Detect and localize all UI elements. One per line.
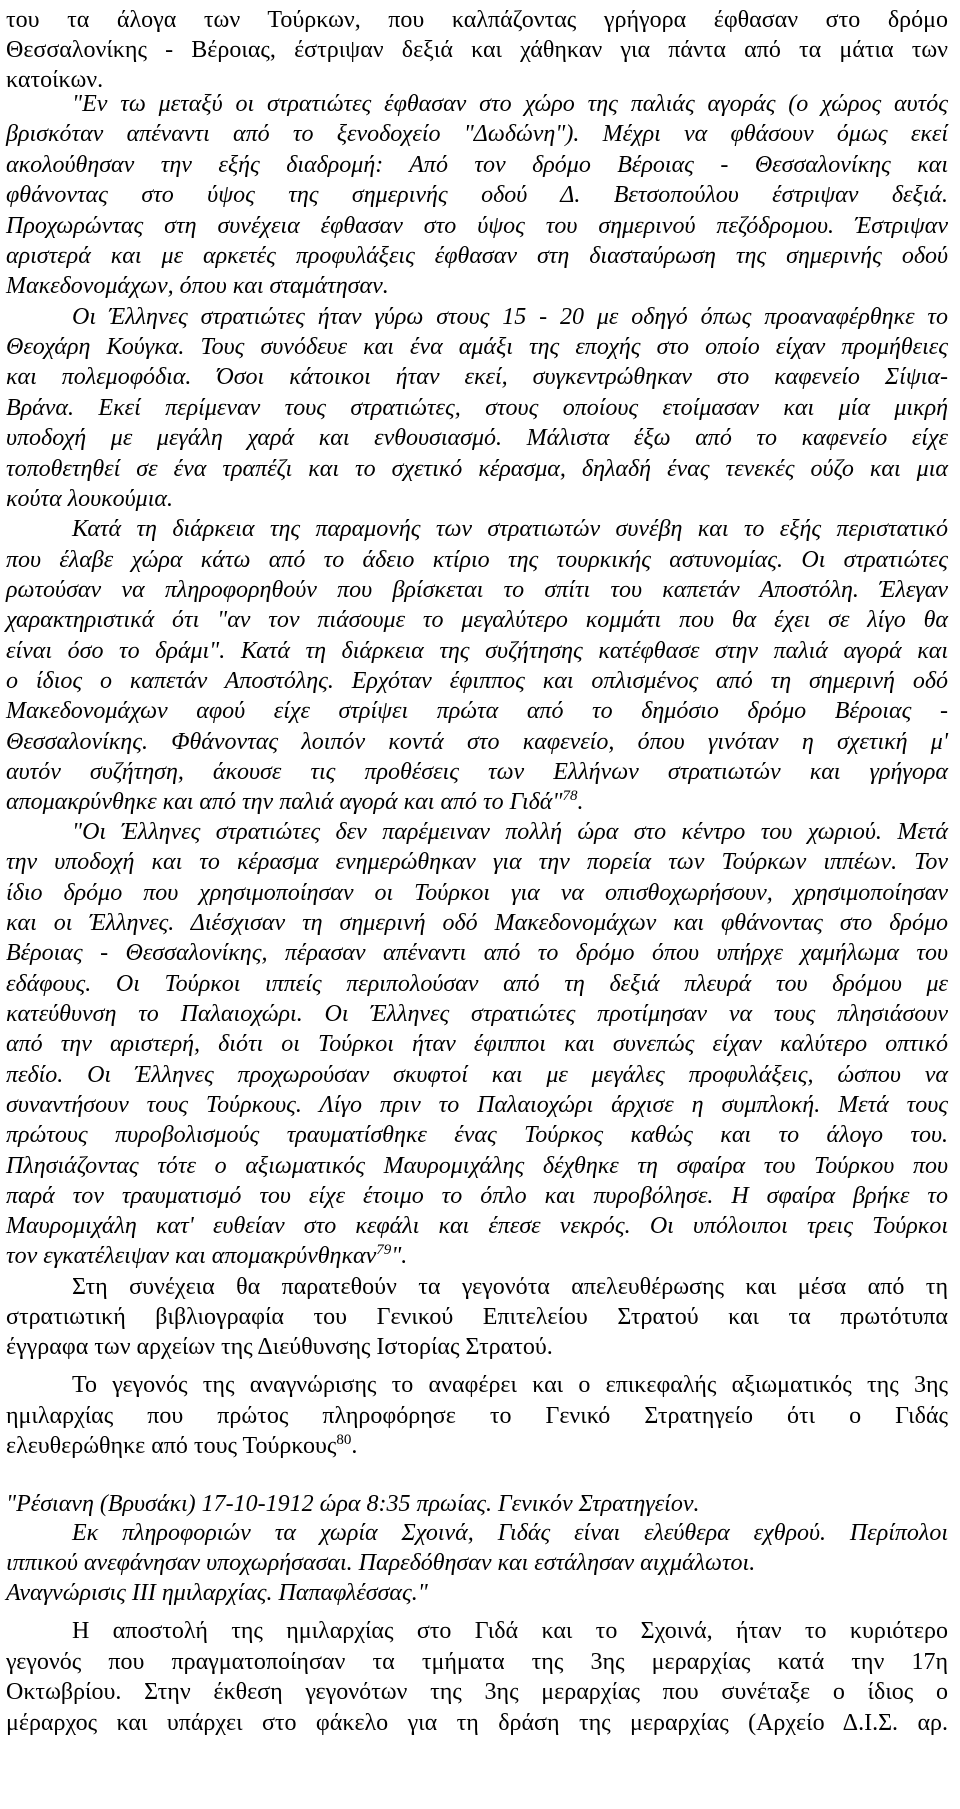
line-text: από την αριστερή, διότι οι Τούρκοι ήταν έφιπποι και συνεπώς είχαν καλύτερο οπτικό — [6, 1031, 948, 1057]
footnote-marker: 78 — [562, 788, 578, 804]
line-text: Μακεδονομάχων αφού είχε στρίψει πρώτα από το δημόσιο δρόμο Βέροιας - — [6, 698, 948, 724]
line-text: ελευθερώθηκε από τους Τούρκους — [6, 1433, 337, 1459]
text-line — [6, 1573, 948, 1613]
line-text: Μακεδονομάχων, όπου και σταμάτησαν. — [6, 273, 389, 299]
line-text: Θεσσαλονίκης. Φθάνοντας λοιπόν κοντά στο καφενείο, όπου γινόταν η σχετική μ' — [6, 729, 948, 755]
line-text: Το γεγονός της αναγνώρισης το αναφέρει και ο επικεφαλής αξιωματικός της 3ης — [72, 1372, 948, 1398]
line-text: Βράνα. Εκεί περίμεναν τους στρατιώτες, στους οποίους ετοίμασαν και μία μικρή — [6, 395, 948, 421]
line-text: ημιλαρχίας που πρώτος πληροφόρησε το Γενικό Στρατηγείο ότι ο Γιδάς — [6, 1403, 948, 1429]
line-text: ίδιο δρόμο που χρησιμοποίησαν οι Τούρκοι για να οπισθοχωρήσουν, χρησιμοποίησαν — [6, 880, 948, 906]
line-text: χαρακτηριστικά ότι "αν τον πιάσουμε το μεγαλύτερο κομμάτι που θα έχει σε λίγο θα — [6, 607, 948, 633]
line-text: "Οι Έλληνες στρατιώτες δεν παρέμειναν πολλή ώρα στο κέντρο του χωριού. Μετά — [72, 819, 948, 845]
text-line — [6, 1426, 948, 1466]
text-line — [6, 1703, 948, 1743]
line-text: πεδίο. Οι Έλληνες προχωρούσαν σκυφτοί και με μεγάλες προφυλάξεις, ώσπου να — [6, 1062, 948, 1088]
line-text: και οι Έλληνες. Διέσχισαν τη σημερινή οδό Μακεδονομάχων και φθάνοντας στο δρόμο — [6, 910, 948, 936]
line-text: Εκ πληροφοριών τα χωρία Σχοινά, Γιδάς είναι ελεύθερα εχθρού. Περίπολοι — [72, 1520, 948, 1546]
line-text: Θεσσαλονίκης - Βέροιας, έστριψαν δεξιά και χάθηκαν για πάντα από τα μάτια των — [6, 37, 948, 63]
line-text: "Εν τω μεταξύ οι στρατιώτες έφθασαν στο χώρο της παλιάς αγοράς (ο χώρος αυτός — [72, 91, 948, 117]
line-text: κούτα λουκούμια. — [6, 486, 173, 512]
line-text: Προχωρώντας στη συνέχεια έφθασαν στο ύψος του σημερινού πεζόδρομου. Έστριψαν — [6, 213, 948, 239]
line-text: ακολούθησαν την εξής διαδρομή: Από τον δρόμο Βέροιας - Θεσσαλονίκης και — [6, 152, 948, 178]
line-text: είναι όσο το δράμι". Κατά τη διάρκεια της συζήτησης κατέφθασε στην παλιά αγορά και — [6, 638, 948, 664]
line-text: απομακρύνθηκε και από την παλιά αγορά και από το Γιδά" — [6, 789, 563, 815]
line-text: Κατά τη διάρκεια της παραμονής των στρατιωτών συνέβη και το εξής περιστατικό — [72, 516, 948, 542]
line-text: μέραρχος και υπάρχει στο φάκελο για τη δράση της μεραρχίας (Αρχείο Δ.Ι.Σ. αρ. — [6, 1710, 948, 1736]
line-suffix: ". — [391, 1243, 408, 1269]
line-text: στρατιωτική βιβλιογραφία του Γενικού Επιτελείου Στρατού και τα πρωτότυπα — [6, 1304, 948, 1330]
line-text: συναντήσουν τους Τούρκους. Λίγο πριν το Παλαιοχώρι άρχισε η συμπλοκή. Μετά τους — [6, 1092, 948, 1118]
line-text: Μαυρομιχάλη κατ' ευθείαν στο κεφάλι και έπεσε νεκρός. Οι υπόλοιποι τρεις Τούρκοι — [6, 1213, 948, 1239]
line-text: παρά τον τραυματισμό του είχε έτοιμο το όπλο και πυροβόλησε. Η σφαίρα βρήκε το — [6, 1183, 948, 1209]
line-text: που έλαβε χώρα κάτω από το άδειο κτίριο της τουρκικής αστυνομίας. Οι στρατιώτες — [6, 547, 948, 573]
line-text: ιππικού ανεφάνησαν υποχωρήσασαι. Παρεδόθησαν και εστάλησαν αιχμάλωτοι. — [6, 1550, 756, 1576]
line-text: Πλησιάζοντας τότε ο αξιωματικός Μαυρομιχάλης δέχθηκε τη σφαίρα του Τούρκου που — [6, 1153, 948, 1179]
line-text: υποδοχή με μεγάλη χαρά και ενθουσιασμό. Μάλιστα έξω από το καφενείο είχε — [6, 425, 948, 451]
line-text: αυτόν συζήτηση, άκουσε τις προθέσεις των Ελλήνων στρατιωτών και γρήγορα — [6, 759, 948, 785]
line-text: έγγραφα των αρχείων της Διεύθυνσης Ιστορίας Στρατού. — [6, 1334, 553, 1360]
line-text: Οκτωβρίου. Στην έκθεση γεγονότων της 3ης μεραρχίας που συνέταξε ο ίδιος ο — [6, 1679, 948, 1705]
footnote-marker: 80 — [336, 1432, 352, 1448]
line-text: φθάνοντας στο ύψος της σημερινής οδού Δ. Βετσοπούλου έστριψαν δεξιά. — [6, 182, 948, 208]
line-text: "Ρέσιανη (Βρυσάκι) 17-10-1912 ώρα 8:35 πρωίας. Γενικόν Στρατηγείον. — [6, 1491, 700, 1517]
line-text: γεγονός που πραγματοποίησαν τα τμήματα της 3ης μεραρχίας κατά την 17η — [6, 1649, 948, 1675]
footnote-marker: 79 — [376, 1242, 392, 1258]
line-text: τον εγκατέλειψαν και απομακρύνθηκαν — [6, 1243, 377, 1269]
line-text: ο ίδιος ο καπετάν Αποστόλης. Ερχόταν έφιππος και οπλισμένος από τη σημερινή οδό — [6, 668, 948, 694]
line-text: ρωτούσαν να πληροφορηθούν που βρίσκεται το σπίτι του καπετάν Αποστόλη. Έλεγαν — [6, 577, 948, 603]
text-line — [6, 1327, 948, 1367]
line-text: Στη συνέχεια θα παρατεθούν τα γεγονότα απελευθέρωσης και μέσα από τη — [72, 1274, 948, 1300]
line-suffix: . — [351, 1433, 358, 1459]
line-text: Θεοχάρη Κούγκα. Τους συνόδευε και ένα αμάξι της εποχής στο οποίο είχαν προμήθειες — [6, 334, 948, 360]
line-text: Βέροιας - Θεσσαλονίκης, πέρασαν απέναντι από το δρόμο όπου υπήρχε χαμήλωμα του — [6, 940, 948, 966]
line-text: κατεύθυνση το Παλαιοχώρι. Οι Έλληνες στρατιώτες προτίμησαν να τους πλησιάσουν — [6, 1001, 948, 1027]
line-text: τοποθετηθεί σε ένα τραπέζι και το σχετικό κέρασμα, δηλαδή ένας τενεκές ούζο και μια — [6, 456, 948, 482]
line-text: Αναγνώρισις ΙΙΙ ημιλαρχίας. Παπαφλέσσας." — [6, 1580, 428, 1606]
line-text: Η αποστολή της ημιλαρχίας στο Γιδά και το Σχοινά, ήταν το κυριότερο — [72, 1618, 948, 1644]
line-text: πρώτους πυροβολισμούς τραυματίσθηκε ένας Τούρκος καθώς και το άλογο του. — [6, 1122, 948, 1148]
line-text: και πολεμοφόδια. Όσοι κάτοικοι ήταν εκεί, συγκεντρώθηκαν στο καφενείο Σίψια- — [6, 364, 948, 390]
line-suffix: . — [577, 789, 584, 815]
line-text: κατοίκων. — [6, 67, 104, 93]
line-text: εδάφους. Οι Τούρκοι ιππείς περιπολούσαν από τη δεξιά πλευρά του δρόμου με — [6, 971, 948, 997]
line-text: αριστερά και με αρκετές προφυλάξεις έφθασαν στη διασταύρωση της σημερινής οδού — [6, 243, 948, 269]
line-text: την υποδοχή και το κέρασμα ενημερώθηκαν για την πορεία των Τούρκων ιππέων. Τον — [6, 849, 948, 875]
line-text: του τα άλογα των Τούρκων, που καλπάζοντας γρήγορα έφθασαν στο δρόμο — [6, 7, 948, 33]
line-text: βρισκόταν απέναντι από το ξενοδοχείο "Δωδώνη"). Μέχρι να φθάσουν όμως εκεί — [6, 121, 948, 147]
line-text: Οι Έλληνες στρατιώτες ήταν γύρω στους 15 - 20 με οδηγό όπως προαναφέρθηκε το — [72, 304, 948, 330]
